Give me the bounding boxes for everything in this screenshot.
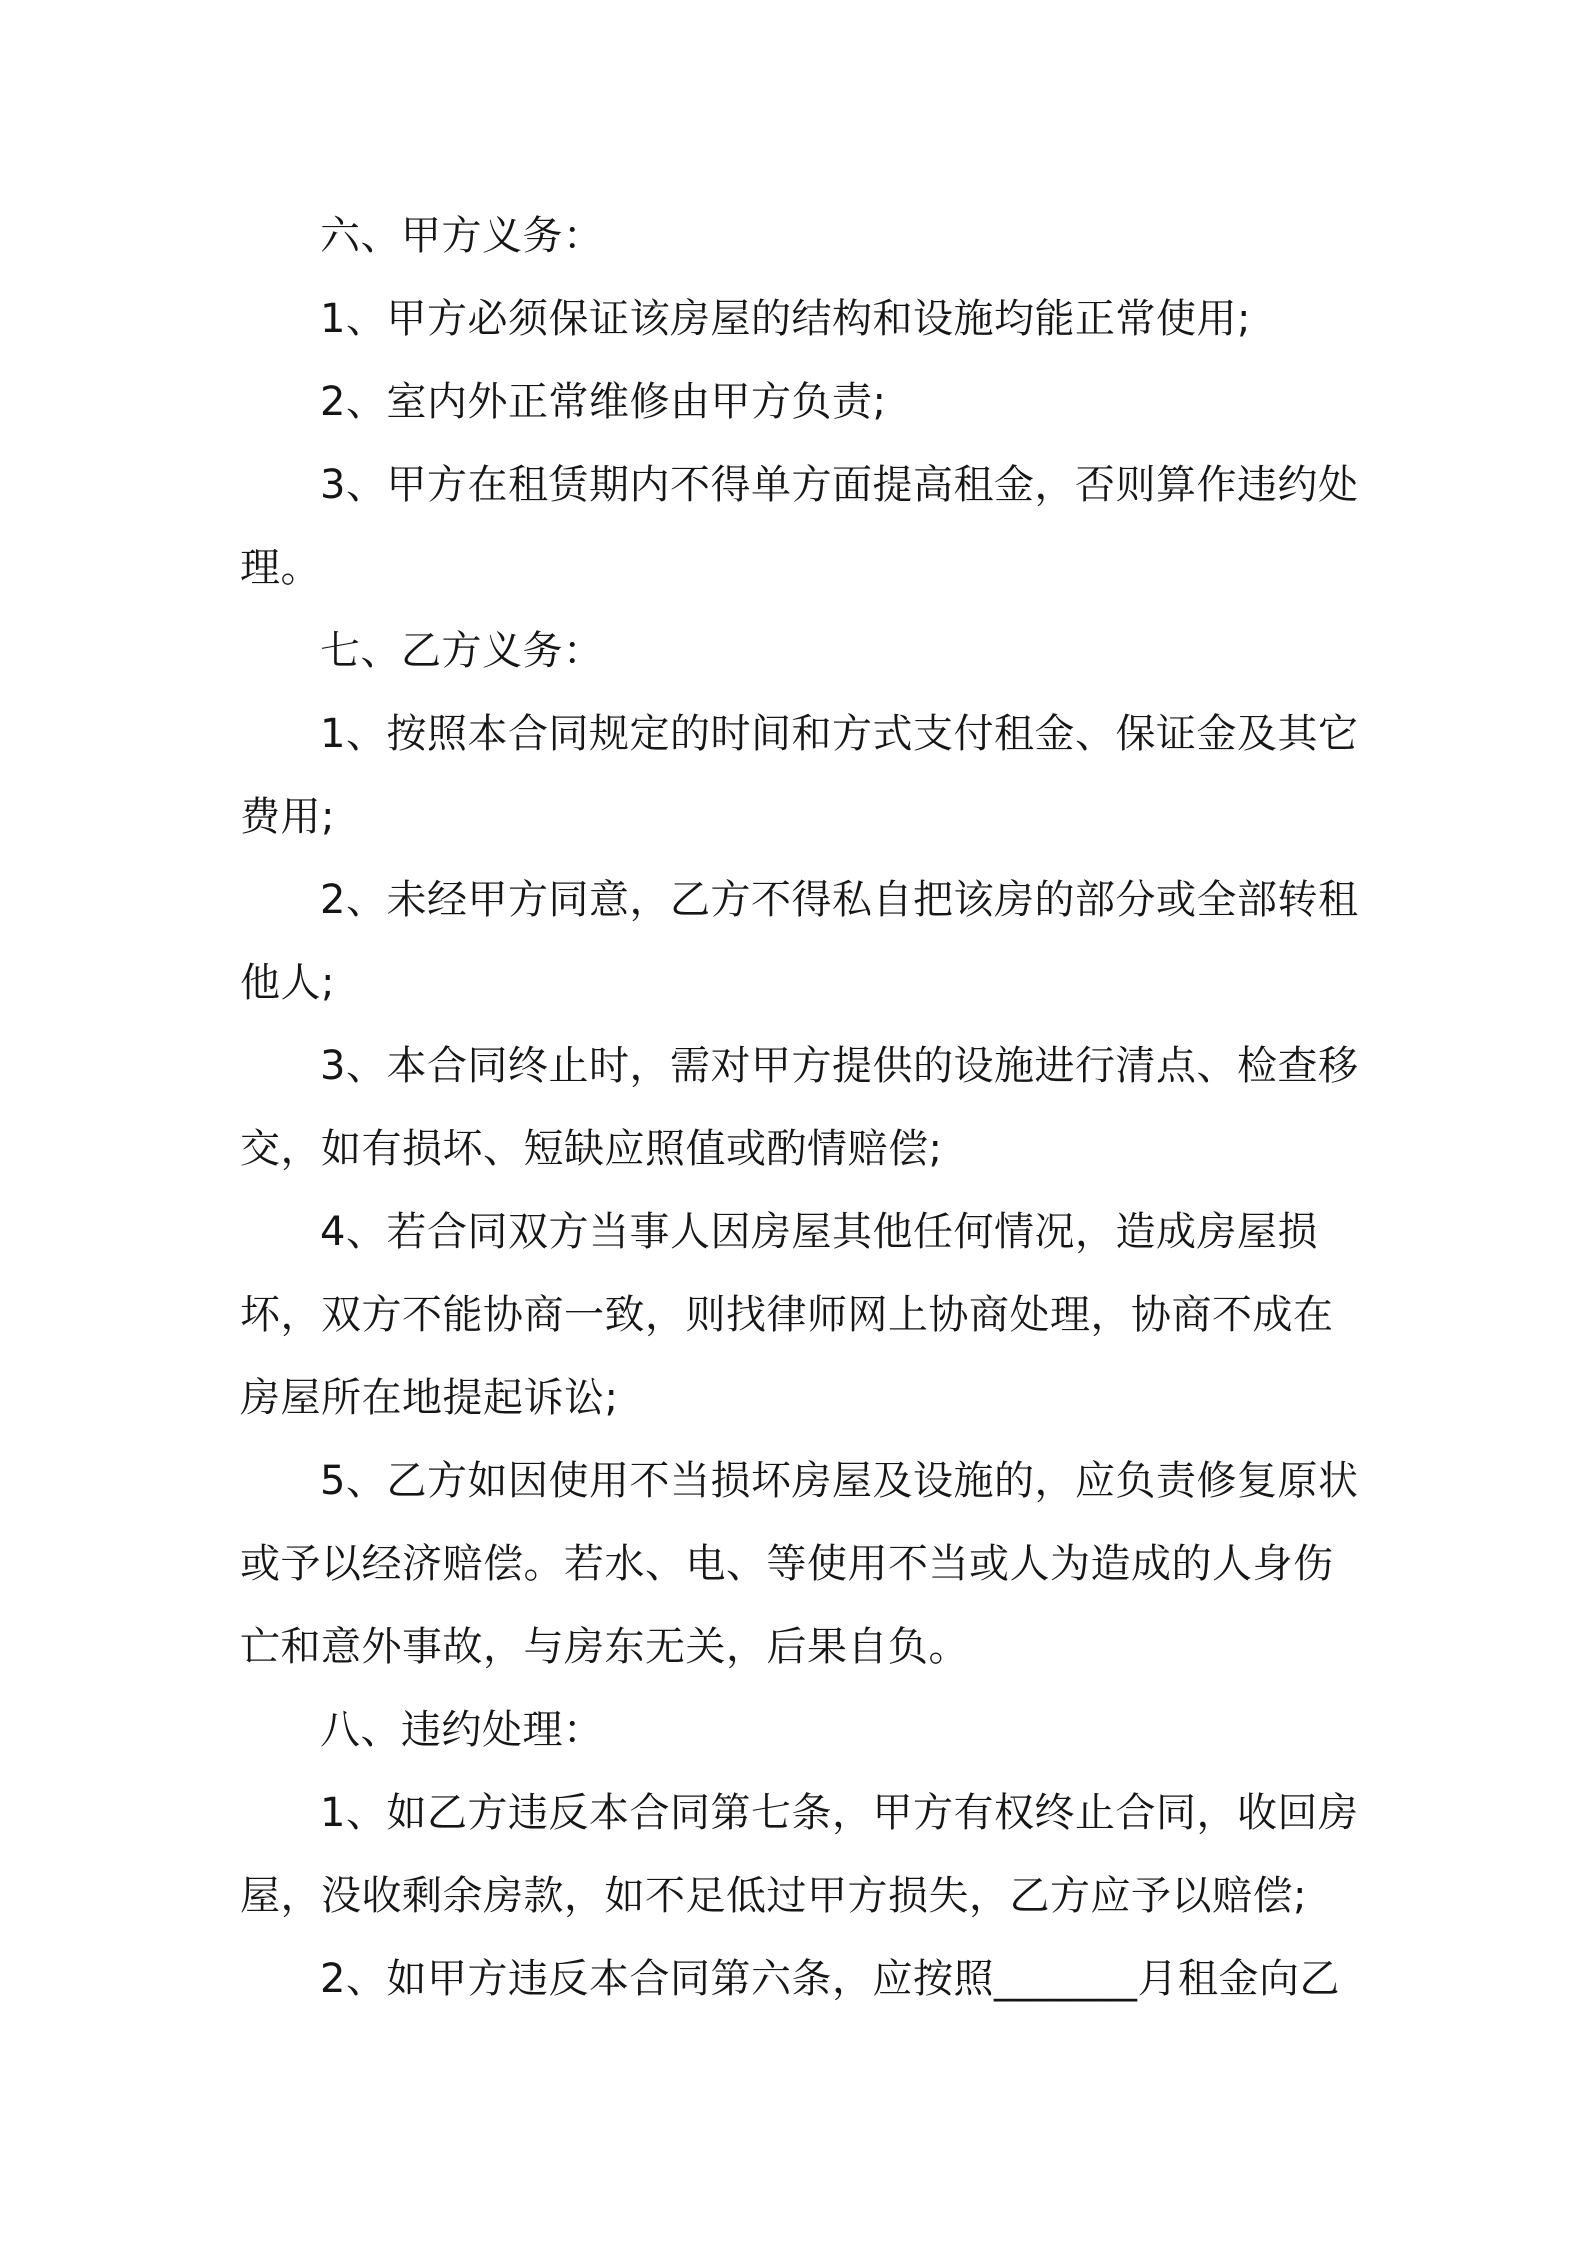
section-7-item-3: 3、本合同终止时，需对甲方提供的设施进行清点、检查移交，如有损坏、短缺应照值或酌情赔偿; — [240, 1043, 1359, 1172]
section-8-item-1: 1、如乙方违反本合同第七条，甲方有权终止合同，收回房屋，没收剩余房款，如不足低过甲方损失，乙方应予以赔偿; — [240, 1790, 1359, 1919]
section-8-item-2: 2、如甲方违反本合同第六条，应按照_______月租金向乙 — [320, 1956, 1340, 2002]
section-7-item-2: 2、未经甲方同意，乙方不得私自把该房的部分或全部转租他人; — [240, 877, 1359, 1006]
section-6-item-1: 1、甲方必须保证该房屋的结构和设施均能正常使用; — [320, 296, 1251, 342]
document-page — [240, 195, 1360, 2021]
section-7-heading: 七、乙方义务： — [320, 628, 604, 674]
section-7-item-5: 5、乙方如因使用不当损坏房屋及设施的，应负责修复原状或予以经济赔偿。若水、电、等使用不当或人为造成的人身伤亡和意外事故，与房东无关，后果自负。 — [240, 1458, 1359, 1670]
section-6-heading: 六、甲方义务： — [320, 213, 604, 259]
section-7-item-4: 4、若合同双方当事人因房屋其他任何情况，造成房屋损坏，双方不能协商一致，则找律师网上协商处理，协商不成在房屋所在地提起诉讼; — [240, 1209, 1334, 1421]
section-7-item-1: 1、按照本合同规定的时间和方式支付租金、保证金及其它费用; — [240, 711, 1359, 840]
section-6-item-3: 3、甲方在租赁期内不得单方面提高租金，否则算作违约处理。 — [240, 462, 1359, 591]
section-8-heading: 八、违约处理： — [320, 1707, 604, 1753]
section-6-item-2: 2、室内外正常维修由甲方负责; — [320, 379, 887, 425]
